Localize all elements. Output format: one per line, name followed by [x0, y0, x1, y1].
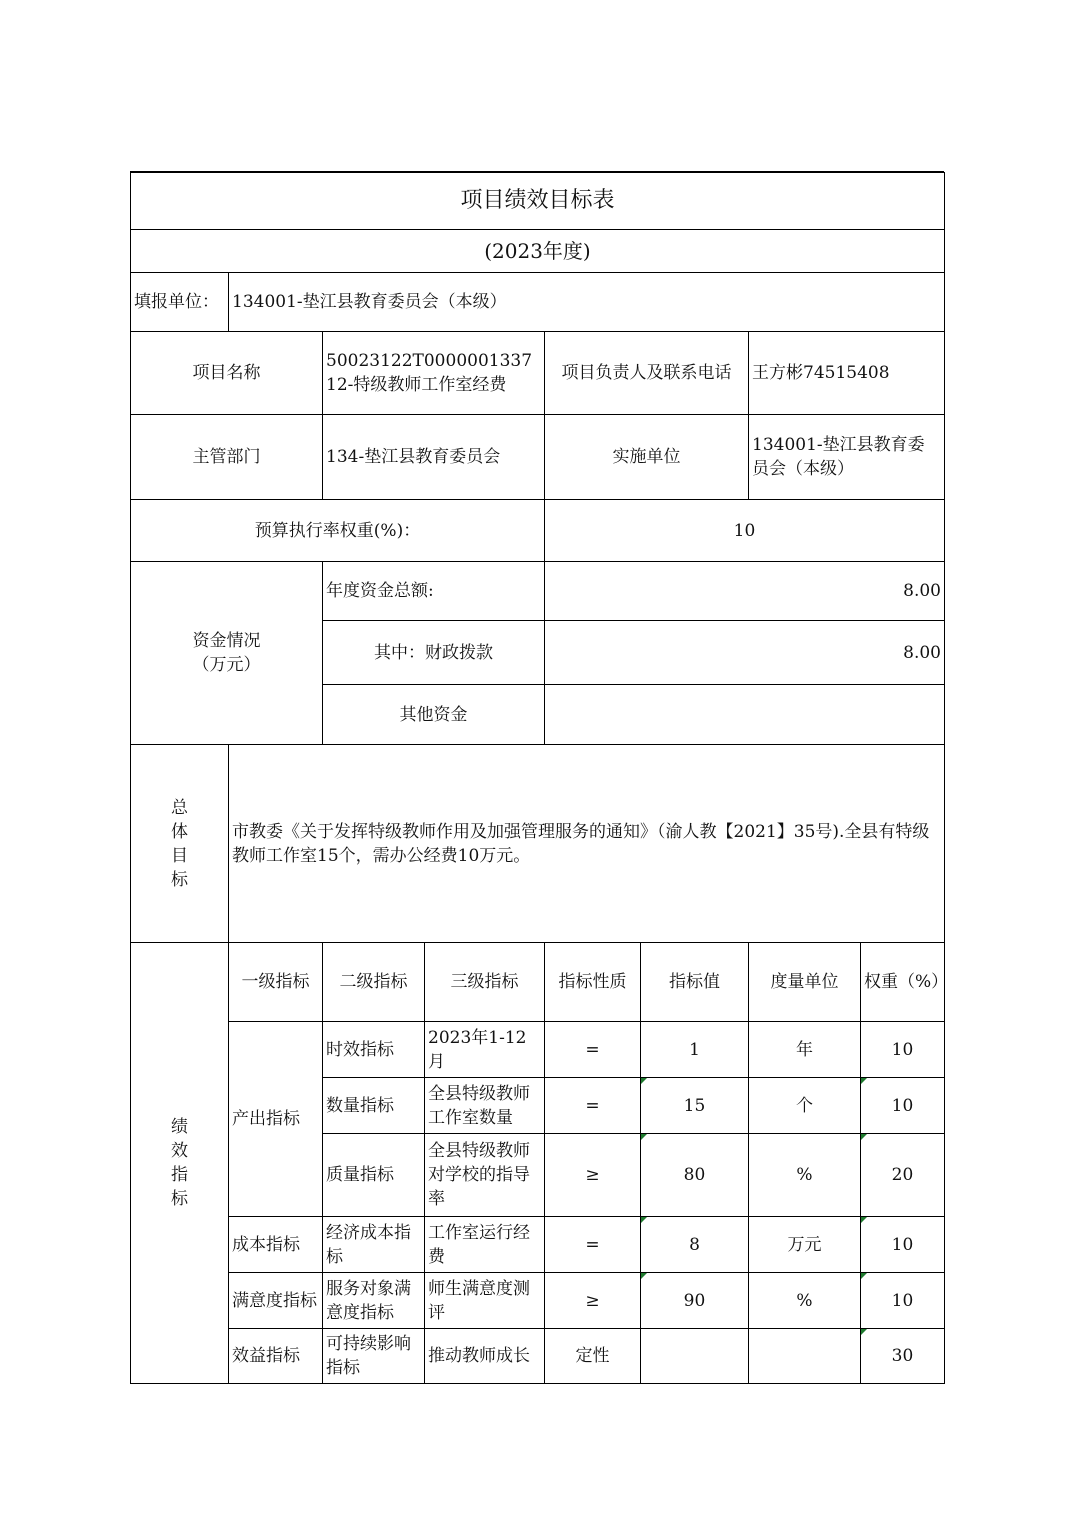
- cell-level2: 经济成本指标: [323, 1217, 425, 1273]
- cell-level3: 师生满意度测评: [425, 1273, 545, 1329]
- total-funds-value: 8.00: [545, 562, 945, 621]
- contact-label: 项目负责人及联系电话: [545, 332, 749, 415]
- indicator-char: 标: [171, 1189, 188, 1209]
- group-cost: 成本指标: [229, 1217, 323, 1273]
- cell-unit: %: [749, 1273, 861, 1329]
- cell-level3: 全县特级教师工作室数量: [425, 1078, 545, 1134]
- group-satisfaction: 满意度指标: [229, 1273, 323, 1329]
- target-table: [130, 172, 949, 1384]
- page-title: 项目绩效目标表: [131, 173, 945, 230]
- header-value: 指标值: [641, 943, 749, 1022]
- unit-label: 填报单位：: [131, 273, 229, 332]
- total-funds-label: 年度资金总额:: [323, 562, 545, 621]
- goal-char: 体: [171, 821, 188, 842]
- cell-nature: =: [545, 1217, 641, 1273]
- cell-level3: 工作室运行经费: [425, 1217, 545, 1273]
- cell-level3: 推动教师成长: [425, 1329, 545, 1384]
- overall-goal-text: 市教委《关于发挥特级教师作用及加强管理服务的通知》（渝人教【2021】35号).全县有特级教师工作室15个，需办公经费10万元。: [229, 745, 945, 943]
- cell-level2: 服务对象满意度指标: [323, 1273, 425, 1329]
- cell-nature: ≥: [545, 1134, 641, 1217]
- cell-unit: [749, 1329, 861, 1384]
- funds-label-line2: （万元）: [192, 655, 261, 675]
- header-level1: 一级指标: [229, 943, 323, 1022]
- goal-char: 目: [171, 845, 188, 866]
- cell-level2: 数量指标: [323, 1078, 425, 1134]
- dept-label: 主管部门: [131, 415, 323, 500]
- cell-value: 8: [641, 1217, 749, 1273]
- other-funds-value: [545, 685, 945, 745]
- cell-nature: =: [545, 1078, 641, 1134]
- funds-label-line1: 资金情况: [192, 631, 261, 651]
- cell-unit: 万元: [749, 1217, 861, 1273]
- year-subtitle: (2023年度): [131, 230, 945, 273]
- indicator-char: 指: [171, 1165, 188, 1185]
- other-funds-label: 其他资金: [323, 685, 545, 745]
- cell-unit: 个: [749, 1078, 861, 1134]
- goal-char: 总: [171, 797, 188, 818]
- project-name-value: 50023122T000000133712-特级教师工作室经费: [323, 332, 545, 415]
- indicator-char: 绩: [171, 1117, 188, 1137]
- cell-level2: 质量指标: [323, 1134, 425, 1217]
- funds-label: [131, 562, 323, 745]
- impl-label: 实施单位: [545, 415, 749, 500]
- cell-level2: 时效指标: [323, 1022, 425, 1078]
- cell-unit: %: [749, 1134, 861, 1217]
- performance-target-sheet: [130, 172, 949, 1384]
- budget-weight-label: 预算执行率权重(%)：: [131, 500, 545, 562]
- cell-weight: 10: [861, 1022, 945, 1078]
- project-name-label: 项目名称: [131, 332, 323, 415]
- cell-unit: 年: [749, 1022, 861, 1078]
- header-level2: 二级指标: [323, 943, 425, 1022]
- cell-weight: 10: [861, 1217, 945, 1273]
- contact-value: 王方彬74515408: [749, 332, 945, 415]
- cell-weight: 30: [861, 1329, 945, 1384]
- cell-value: 90: [641, 1273, 749, 1329]
- cell-nature: ≥: [545, 1273, 641, 1329]
- cell-value: 1: [641, 1022, 749, 1078]
- budget-weight-value: 10: [545, 500, 945, 562]
- header-weight: 权重（%）: [861, 943, 945, 1022]
- cell-level3: 全县特级教师对学校的指导率: [425, 1134, 545, 1217]
- cell-value: 15: [641, 1078, 749, 1134]
- cell-weight: 10: [861, 1273, 945, 1329]
- fiscal-funds-label: 其中：财政拨款: [323, 621, 545, 685]
- cell-value: [641, 1329, 749, 1384]
- cell-level3: 2023年1-12月: [425, 1022, 545, 1078]
- cell-nature: =: [545, 1022, 641, 1078]
- table-row: [131, 1329, 945, 1384]
- table-row: [131, 1217, 945, 1273]
- table-row: [131, 1022, 945, 1078]
- indicators-label: [131, 943, 229, 1384]
- cell-nature: 定性: [545, 1329, 641, 1384]
- impl-value: 134001-垫江县教育委员会（本级）: [749, 415, 945, 500]
- cell-weight: 10: [861, 1078, 945, 1134]
- cell-value: 80: [641, 1134, 749, 1217]
- header-nature: 指标性质: [545, 943, 641, 1022]
- cell-level2: 可持续影响指标: [323, 1329, 425, 1384]
- header-unit: 度量单位: [749, 943, 861, 1022]
- group-benefit: 效益指标: [229, 1329, 323, 1384]
- group-output: 产出指标: [229, 1022, 323, 1217]
- header-level3: 三级指标: [425, 943, 545, 1022]
- fiscal-funds-value: 8.00: [545, 621, 945, 685]
- table-row: [131, 1273, 945, 1329]
- dept-value: 134-垫江县教育委员会: [323, 415, 545, 500]
- overall-goal-label: [131, 745, 229, 943]
- unit-value: 134001-垫江县教育委员会（本级）: [229, 273, 945, 332]
- indicator-char: 效: [171, 1141, 188, 1161]
- goal-char: 标: [171, 869, 188, 890]
- cell-weight: 20: [861, 1134, 945, 1217]
